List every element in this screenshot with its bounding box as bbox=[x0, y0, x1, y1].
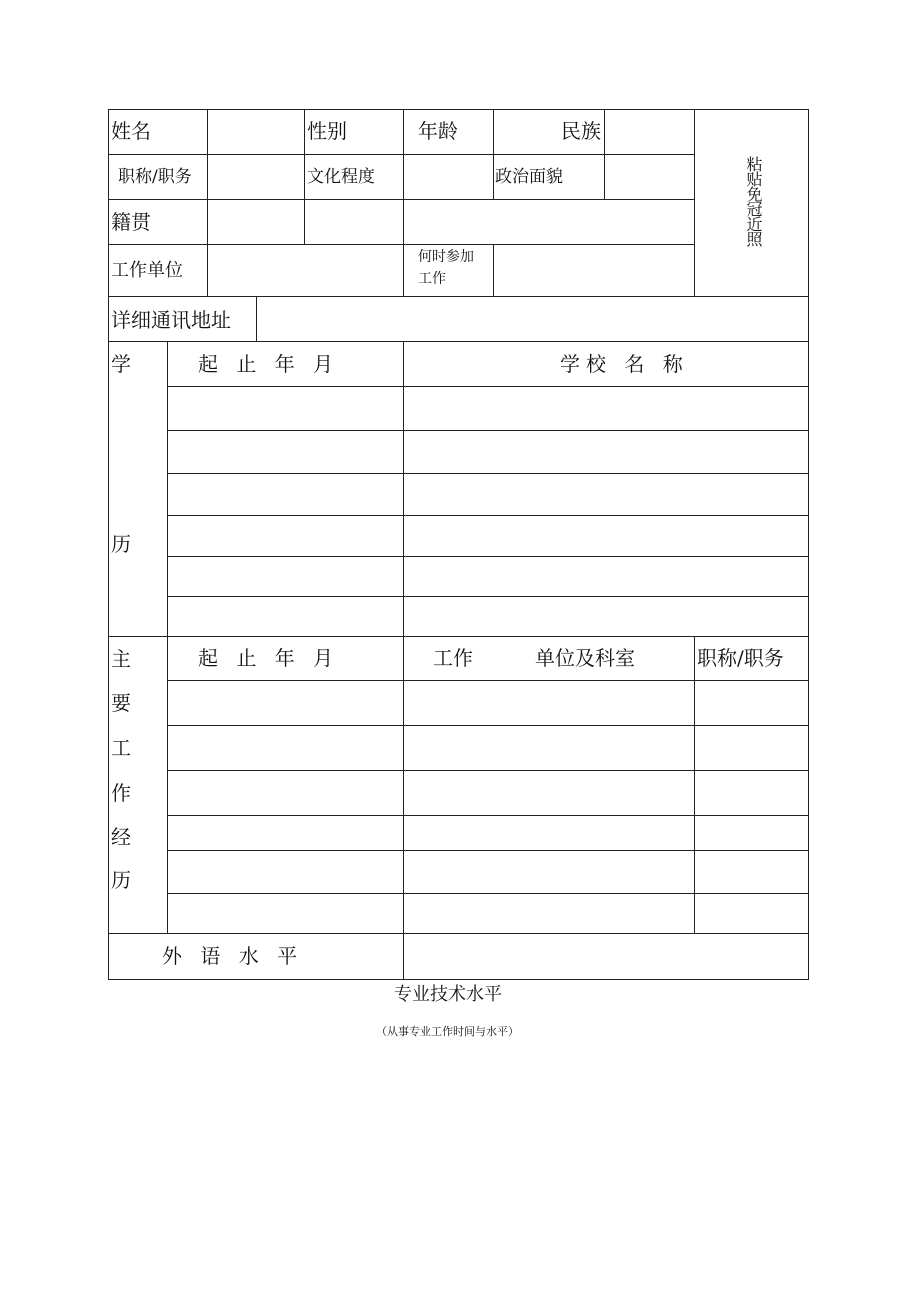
education-side-label-bottom: 历 bbox=[111, 532, 131, 556]
address-label: 详细通讯地址 bbox=[111, 308, 231, 332]
education-period-header: 起 止 年 月 bbox=[198, 352, 340, 376]
work-side-char: 历 bbox=[111, 868, 131, 892]
photo-area[interactable] bbox=[695, 110, 808, 296]
title-field[interactable] bbox=[208, 155, 304, 199]
political-field[interactable] bbox=[605, 155, 694, 199]
join-work-label bbox=[418, 247, 474, 290]
work-side-char: 要 bbox=[111, 691, 131, 715]
education-side-label-top: 学 bbox=[111, 352, 131, 376]
work-side-char: 作 bbox=[111, 781, 131, 805]
age-label: 年龄 bbox=[418, 119, 458, 143]
photo-label: 粘贴免冠近照 bbox=[744, 156, 763, 246]
work-side-char: 主 bbox=[111, 647, 131, 671]
footer-title: 专业技术水平 bbox=[394, 984, 502, 1005]
political-label: 政治面貌 bbox=[495, 167, 563, 187]
border-left bbox=[108, 109, 109, 980]
work-unit-header-2: 单位及科室 bbox=[535, 646, 635, 670]
language-field[interactable] bbox=[404, 934, 808, 979]
age-field[interactable] bbox=[494, 110, 544, 154]
work-period-header: 起 止 年 月 bbox=[198, 646, 340, 670]
education-level-field[interactable] bbox=[404, 155, 493, 199]
hometown-field[interactable] bbox=[208, 200, 304, 244]
join-work-label-line2: 工作 bbox=[418, 270, 446, 287]
education-level-label: 文化程度 bbox=[307, 167, 375, 187]
gender-label: 性别 bbox=[307, 119, 347, 143]
name-label: 姓名 bbox=[111, 119, 151, 143]
join-work-field[interactable] bbox=[494, 245, 694, 296]
work-unit-header-1: 工作 bbox=[433, 646, 473, 670]
title-label: 职称/职务 bbox=[118, 167, 192, 187]
hometown-label: 籍贯 bbox=[111, 210, 151, 234]
name-field[interactable] bbox=[208, 110, 304, 154]
language-label: 外 语 水 平 bbox=[162, 944, 304, 968]
footer-subtitle: （从事专业工作时间与水平） bbox=[376, 1025, 519, 1038]
workplace-label: 工作单位 bbox=[111, 260, 183, 281]
workplace-field[interactable] bbox=[208, 245, 403, 296]
work-side-char: 经 bbox=[111, 825, 131, 849]
work-side-char: 工 bbox=[111, 736, 131, 760]
ethnicity-field[interactable] bbox=[605, 110, 694, 154]
ethnicity-label: 民族 bbox=[561, 119, 601, 143]
address-field[interactable] bbox=[257, 297, 808, 341]
work-title-header: 职称/职务 bbox=[697, 646, 784, 670]
border-bottom bbox=[108, 979, 809, 980]
join-work-label-line1: 何时参加 bbox=[418, 249, 474, 265]
education-school-header: 学校 名 称 bbox=[560, 352, 689, 376]
